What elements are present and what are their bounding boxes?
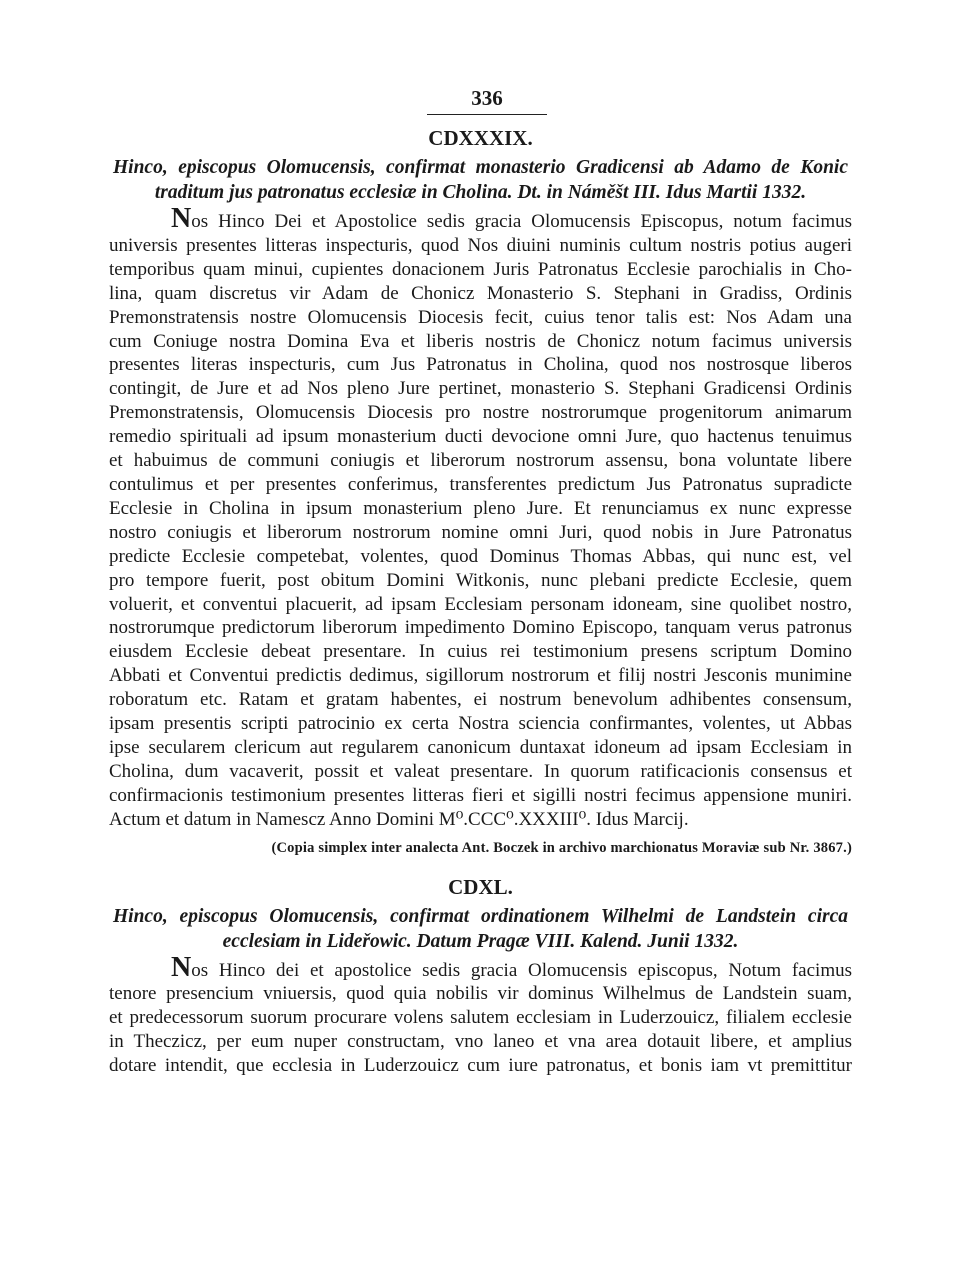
document-cdxl	[109, 874, 852, 1079]
text-line: predicte Ecclesie competebat, volentes, quod Dominus Thomas Abbas, qui nunc est, vel	[109, 545, 852, 567]
text-line: Cholina, dum vacaverit, possit et valeat presentare. In quorum ratificacionis consensus et	[109, 760, 852, 782]
text-line: nostrorumque predictorum liberorum impedimento Domino Episcopo, tanquam verus patronus	[109, 617, 852, 639]
text-line: dotare intendit, que ecclesia in Luderzouicz cum iure patronatus, et bonis iam vt premittitur	[109, 1055, 852, 1077]
text-line: et predecessorum suorum procurare volens salutem ecclesiam in Luderzouicz, filialem ecclesie	[109, 1007, 852, 1029]
text-line: presentes literas inspecturis, cum Jus Patronatus in Cholina, quod nos nostrosque liberos	[109, 354, 852, 376]
text-line: contingit, de Jure et ad Nos pleno Jure pertinet, monasterio S. Stephani Gradicensi Ordinis	[109, 378, 852, 400]
text-line: eiusdem Ecclesie debeat presentare. In cuius rei testimonium presens scriptum Domino	[109, 641, 852, 663]
text-line: voluerit, et conventui placuerit, ad ipsam Ecclesiam personam idoneam, sine quolibet nostro,	[109, 593, 852, 615]
drop-initial: N	[171, 203, 192, 234]
page-number: 336	[471, 86, 503, 110]
document-heading: Hinco, episcopus Olomucensis, confirmat ordinationem Wilhelmi de Landstein circa ecclesiam in Lideřowic. Datum Pragæ VIII. Kalend. Junii 1332.	[113, 905, 848, 952]
text-line: Actum et datum in Namescz Anno Domini M⁰.CCC⁰.XXXIII⁰. Idus Marcij.	[109, 808, 689, 830]
text-line: temporibus quam minui, cupientes donacionem Juris Patronatus Ecclesie parochialis in Cho-	[109, 258, 852, 280]
page	[109, 86, 852, 1078]
text-line: tenore presencium vniuersis, quod quia nobilis vir dominus Wilhelmus de Landstein suam,	[109, 983, 852, 1005]
text-line: Nos Hinco Dei et Apostolice sedis gracia Olomucensis Episcopus, notum facimus	[171, 203, 852, 234]
text-line: Premonstratensis, Olomucensis Diocesis pro nostre nostrorumque progenitorum animarum	[109, 402, 852, 424]
header-rule	[427, 114, 547, 115]
text-line: Premonstratensis nostre Olomucensis Diocesis fecit, cuius tenor talis est: Nos Adam una	[109, 306, 852, 328]
text-line: et habuimus de communi coniugis et liberorum nostrorum assensu, bona voluntate libere	[109, 450, 852, 472]
text-line: lina, quam discretus vir Adam de Chonicz Monasterio S. Stephani in Gradiss, Ordinis	[109, 282, 852, 304]
drop-initial: N	[171, 951, 192, 983]
text-line: Abbati et Conventui predictis dedimus, sigillorum nostrorum et filij nostri Jesconis munimine	[109, 665, 852, 687]
text-line: pro tempore fuerit, post obitum Domini Witkonis, nunc plebani predicte Ecclesie, quem	[109, 569, 852, 591]
text-line: Nos Hinco dei et apostolice sedis gracia Olomucensis episcopus, Notum facimus	[171, 951, 852, 983]
text-line: in Theczicz, per eum nuper constructam, vno laneo et vna area dotauit libere, et amplius	[109, 1031, 852, 1053]
text-line: universis presentes litteras inspecturis, quod Nos diuini numinis cultum nostris potius augeri	[109, 234, 852, 256]
document-body	[109, 203, 852, 832]
text-line: cum Coniuge nostra Domina Eva et liberis nostris de Chonicz notum facimus universis	[109, 330, 852, 352]
document-number: CDXXXIX.	[428, 126, 533, 150]
text-line: Ecclesie in Cholina in ipsum monasterium pleno Jure. Et renunciamus ex nunc expresse	[109, 497, 852, 519]
document-number: CDXL.	[448, 874, 513, 899]
document-body	[109, 951, 852, 1079]
document-cdxxxix	[109, 125, 852, 858]
text-line: contulimus et per presentes conferimus, transferentes predictum Jus Patronatus supradicte	[109, 473, 852, 495]
text-line: remedio spirituali ad ipsum monasterium ducti devocione omni Jure, quo hactenus tenuimus	[109, 426, 852, 448]
text-line: ipse secularem clericum aut regularem canonicum duntaxat idoneum ad ipsam Ecclesiam in	[109, 736, 852, 758]
source-note: (Copia simplex inter analecta Ant. Boczek in archivo marchionatus Moraviæ sub Nr. 3867.)	[271, 839, 852, 856]
document-heading: Hinco, episcopus Olomucensis, confirmat monasterio Gradicensi ab Adamo de Konic traditum jus patronatus ecclesiæ in Cholina. Dt. in Náměšt III. Idus Martii 1332.	[113, 157, 848, 203]
text-line: nostro coniugis et liberorum nostrorum nomine omni Juri, quod nobis in Jure Patronatus	[109, 521, 852, 543]
text-line: confirmacionis testimonium presentes litteras fieri et sigilli nostri fecimus appensione muniri.	[109, 784, 852, 806]
text-line: roboratum etc. Ratam et gratam habentes, ei nostrum benevolum adhibentes consensum,	[109, 689, 852, 711]
text-line: ipsam presentis scripti patrocinio ex certa Nostra sciencia confirmantes, volentes, ut Abbas	[109, 713, 852, 735]
